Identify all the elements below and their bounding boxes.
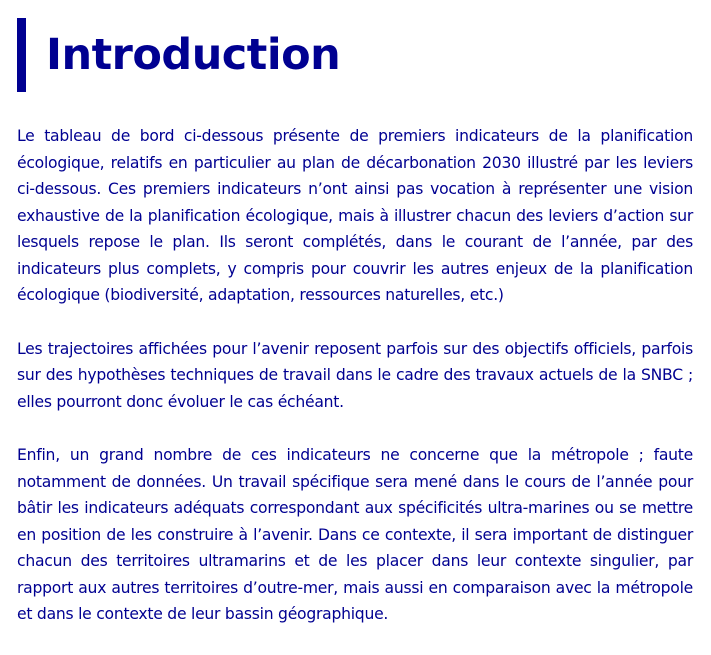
page-title: Introduction [46,29,341,80]
title-block [17,18,340,92]
paragraph-overseas: Enfin, un grand nombre de ces indicateurs ne concerne que la métropole ; faute notamment de données. Un travail spécifique sera mené dans le cours de l’année pour bâtir les indicateurs adéquats correspondant aux spécificités ultra-marines ou se mettre en position de les construire à l’avenir. Dans ce contexte, il sera important de distinguer chacun des territoires ultramarins et de les placer dans leur contexte singulier, par rapport aux autres territoires d’outre-mer, mais aussi en comparaison avec la métropole et dans le contexte de leur bassin géographique. [17,446,693,623]
paragraph-trajectories: Les trajectoires affichées pour l’avenir reposent parfois sur des objectifs officiels, parfois sur des hypothèses techniques de travail dans le cadre des travaux actuels de la SNBC ; elles pourront donc évoluer le cas échéant. [17,339,693,411]
intro-content [17,123,693,655]
title-accent-bar [17,18,26,92]
paragraph-context: Le tableau de bord ci-dessous présente de premiers indicateurs de la planification écologique, relatifs en particulier au plan de décarbonation 2030 illustré par les leviers ci-dessous. Ces premiers indicateurs n’ont ainsi pas vocation à représenter une vision exhaustive de la planification écologique, mais à illustrer chacun des leviers d’action sur lesquels repose le plan. Ils seront complétés, dans le courant de l’année, par des indicateurs plus complets, y compris pour couvrir les autres enjeux de la planification écologique (biodiversité, adaptation, ressources naturelles, etc.) [17,127,693,304]
